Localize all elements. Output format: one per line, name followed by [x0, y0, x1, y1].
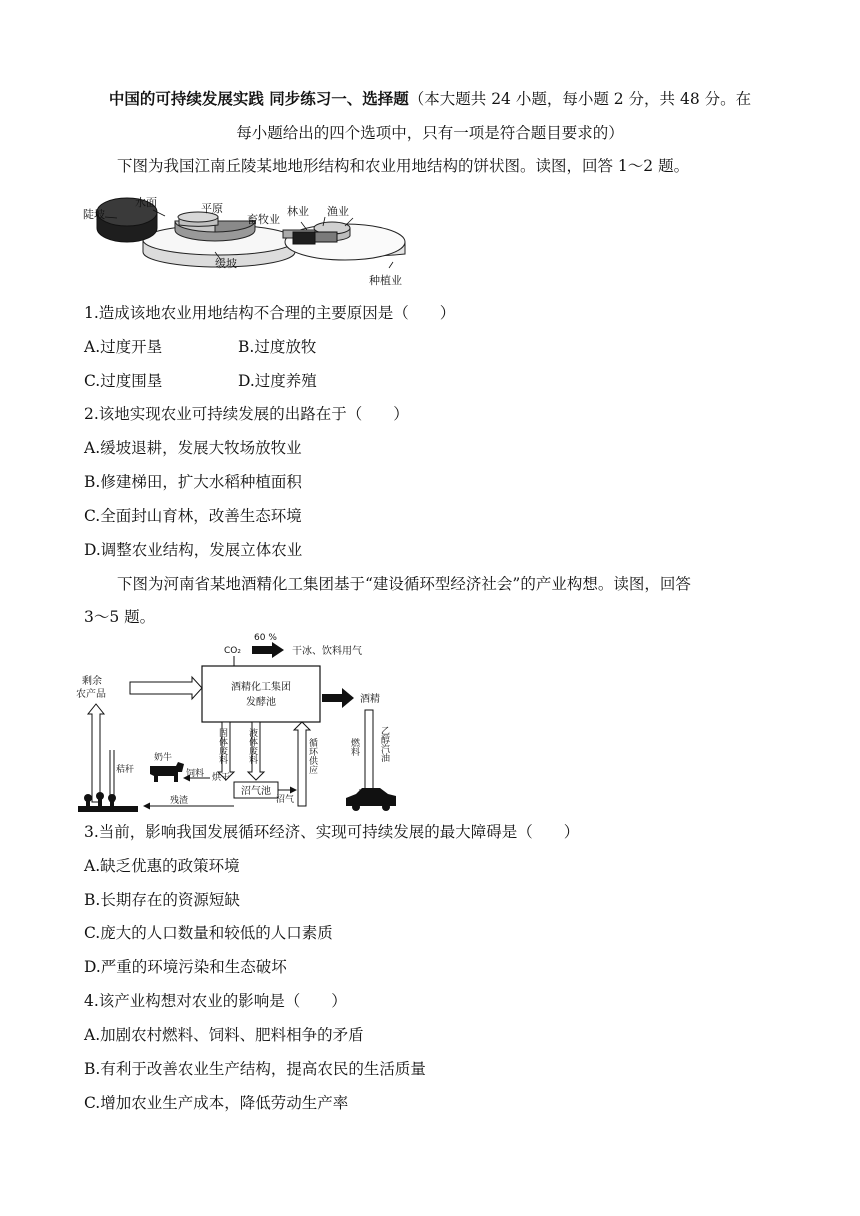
- intro-paragraph-1: 下图为我国江南丘陵某地地形结构和农业用地结构的饼状图。读图，回答 1～2 题。: [117, 157, 690, 175]
- intro-paragraph-2-line-2: 3～5 题。: [84, 608, 156, 626]
- header-title: 中国的可持续发展实践 同步练习一、选择题: [108, 89, 409, 108]
- industry-flow-diagram: [74, 630, 434, 815]
- feed-label: 饲料: [186, 769, 205, 779]
- cow-label: 奶牛: [154, 753, 173, 763]
- land-label-forestry: 林业: [287, 205, 309, 218]
- cow-icon: [150, 762, 184, 782]
- question-2-option-d: D.调整农业结构，发展立体农业: [84, 541, 303, 559]
- terrain-label-gentle: 缓坡: [215, 257, 237, 270]
- co2-percent: 60 %: [254, 633, 277, 643]
- question-2-option-a: A.缓坡退耕，发展大牧场放牧业: [84, 439, 302, 457]
- land-label-crops: 种植业: [369, 274, 402, 287]
- liquid-waste-label: 液体废料: [247, 728, 257, 764]
- land-label-livestock: 畜牧业: [247, 213, 280, 226]
- question-4-option-a: A.加剧农村燃料、饲料、肥料相争的矛盾: [84, 1026, 364, 1044]
- cycle-label: 循环供应: [307, 738, 317, 774]
- pie-charts-figure: [75, 190, 435, 290]
- biogas-label: 沼气: [276, 795, 295, 805]
- ethanol-label: 乙醇汽油: [379, 726, 389, 762]
- question-1-option-d: D.过度养殖: [238, 372, 317, 390]
- header-line-1: [0, 88, 860, 110]
- terrain-label-water: 水面: [135, 196, 157, 209]
- box-label-pool: 发酵池: [246, 697, 276, 708]
- question-3-option-d: D.严重的环境污染和生态破坏: [84, 958, 287, 976]
- biogas-pool-label: 沼气池: [241, 786, 271, 797]
- fuel-label: 燃料: [349, 738, 359, 756]
- solid-waste-label: 固体废料: [217, 728, 227, 764]
- land-label-fishery: 渔业: [327, 205, 349, 218]
- fermentation-box: [202, 666, 320, 722]
- question-2-option-b: B.修建梯田，扩大水稻种植面积: [84, 473, 302, 491]
- dry-ice-label: 干冰、饮料用气: [292, 646, 362, 657]
- alcohol-arrow: [322, 688, 354, 708]
- harvest-arrow: [88, 704, 104, 802]
- terrain-label-steep: 陡坡: [83, 208, 105, 221]
- terrain-label-plain: 平原: [201, 202, 223, 215]
- residue-label: 残渣: [170, 796, 189, 806]
- question-1-option-c: C.过度围垦: [84, 372, 163, 390]
- surplus-label-2: 农产品: [76, 689, 106, 700]
- fuel-arrow: [360, 710, 378, 800]
- co2-arrow: [252, 642, 284, 658]
- question-2-stem: 2.该地实现农业可持续发展的出路在于（ ）: [84, 405, 409, 423]
- question-3-option-b: B.长期存在的资源短缺: [84, 891, 240, 909]
- question-3-stem: 3.当前，影响我国发展循环经济、实现可持续发展的最大障碍是（ ）: [84, 823, 580, 841]
- question-3-option-c: C.庞大的人口数量和较低的人口素质: [84, 924, 333, 942]
- car-icon: [346, 788, 396, 806]
- box-label-group: 酒精化工集团: [231, 682, 291, 693]
- question-1-stem: 1.造成该地农业用地结构不合理的主要原因是（ ）: [84, 304, 456, 322]
- question-4-option-b: B.有利于改善农业生产结构，提高农民的生活质量: [84, 1060, 426, 1078]
- header-line-2: 每小题给出的四个选项中，只有一项是符合题目要求的）: [236, 124, 624, 142]
- straw-label: 秸秆: [116, 765, 135, 775]
- question-3-option-a: A.缺乏优惠的政策环境: [84, 857, 240, 875]
- dry-label: 烘干: [212, 773, 231, 783]
- crops-icon: [78, 792, 138, 812]
- question-4-option-c: C.增加农业生产成本，降低劳动生产率: [84, 1094, 349, 1112]
- terrain-pie: [83, 195, 295, 270]
- question-2-option-c: C.全面封山育林，改善生态环境: [84, 507, 302, 525]
- surplus-label-1: 剩余: [82, 676, 102, 687]
- intro-paragraph-2-line-1: 下图为河南省某地酒精化工集团基于“建设循环型经济社会”的产业构想。读图，回答: [117, 575, 691, 593]
- co2-label: CO₂: [224, 646, 241, 656]
- surplus-arrow: [130, 677, 202, 699]
- question-4-stem: 4.该产业构想对农业的影响是（ ）: [84, 992, 347, 1010]
- alcohol-label: 酒精: [360, 694, 380, 705]
- question-1-option-b: B.过度放牧: [238, 338, 317, 356]
- header-instructions: （本大题共 24 小题，每小题 2 分，共 48 分。在: [408, 90, 752, 108]
- question-1-option-a: A.过度开垦: [84, 338, 163, 356]
